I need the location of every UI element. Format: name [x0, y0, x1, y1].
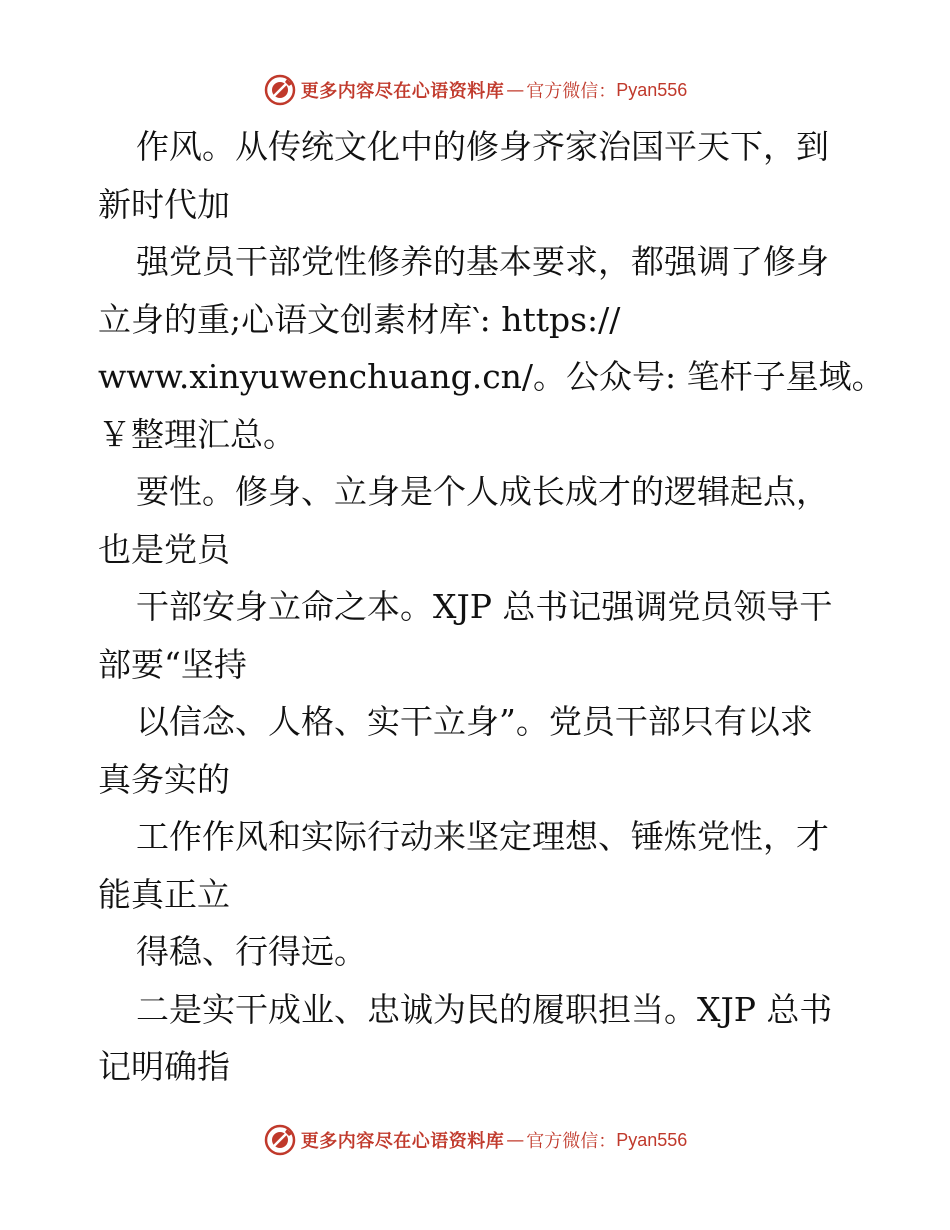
text-line: www.xinyuwenchuang.cn/。公众号: 笔杆子星域。	[98, 357, 885, 396]
pen-logo-icon	[263, 73, 297, 107]
text-line: 部要“坚持	[98, 644, 247, 684]
text-line: 能真正立	[98, 874, 230, 914]
watermark-separator: —	[506, 79, 525, 101]
text-line: 工作作风和实际行动来坚定理想、锤炼党性，才	[136, 817, 829, 856]
watermark-wechat-id: Pyan556	[616, 1129, 688, 1150]
text-line: 干部安身立命之本。XJP 总书记强调党员领导干	[136, 587, 833, 626]
text-line: 作风。从传统文化中的修身齐家治国平天下，到	[136, 127, 829, 166]
text-line: 记明确指	[98, 1047, 230, 1086]
text-line: 也是党员	[98, 529, 230, 569]
text-line: 以信念、人格、实干立身”。党员干部只有以求	[136, 702, 813, 741]
pen-logo-icon	[263, 1123, 297, 1157]
text-line: 二是实干成业、忠诚为民的履职担当。XJP 总书	[136, 989, 833, 1029]
text-line: 立身的重;心语文创素材库‵: https://	[98, 299, 621, 339]
text-line: 真务实的	[98, 759, 230, 799]
watermark-separator: —	[506, 1129, 525, 1151]
text-line: 要性。修身、立身是个人成长成才的逻辑起点，	[136, 472, 829, 511]
text-line: 得稳、行得远。	[136, 932, 367, 971]
document-body	[98, 118, 885, 1096]
header-watermark	[0, 70, 950, 110]
footer-watermark	[0, 1120, 950, 1160]
watermark-suffix: 官方微信：	[526, 81, 617, 102]
watermark-text: 更多内容尽在心语资料库	[300, 81, 505, 102]
text-line: 新时代加	[98, 184, 230, 224]
text-line: 强党员干部党性修养的基本要求，都强调了修身	[136, 242, 829, 281]
watermark-wechat-id: Pyan556	[616, 79, 688, 100]
watermark-suffix: 官方微信：	[526, 1131, 617, 1152]
watermark-text: 更多内容尽在心语资料库	[300, 1131, 505, 1152]
text-line: ￥整理汇总。	[98, 414, 296, 454]
